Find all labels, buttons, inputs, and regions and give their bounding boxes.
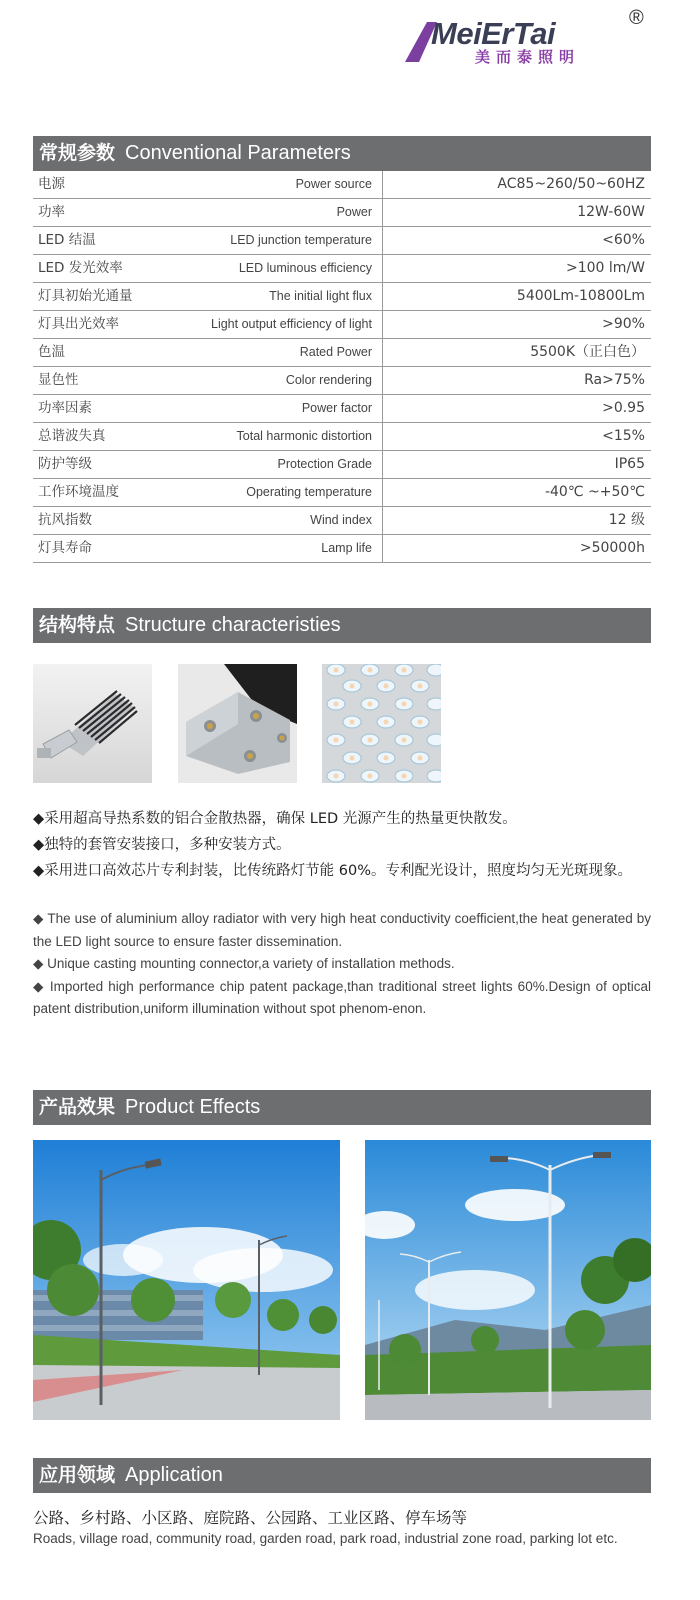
table-row xyxy=(33,535,651,563)
param-name-en: The initial light flux xyxy=(153,283,383,310)
table-row xyxy=(33,255,651,283)
table-row xyxy=(33,367,651,395)
double-arm-lights-photo xyxy=(365,1140,651,1420)
section-header-application xyxy=(33,1458,651,1493)
structure-list-cn xyxy=(33,806,653,884)
param-name-en: Power source xyxy=(153,171,383,198)
param-name-en: Protection Grade xyxy=(153,451,383,478)
param-value: -40℃ ~+50℃ xyxy=(544,484,645,500)
section-title-en: Conventional Parameters xyxy=(125,142,351,164)
param-name-cn: 抗风指数 xyxy=(38,512,92,528)
list-item: ◆采用超高导热系数的铝合金散热器，确保 LED 光源产生的热量更快散发。 xyxy=(33,811,517,827)
mounting-connector-image xyxy=(178,664,297,783)
param-value: Ra>75% xyxy=(584,372,645,388)
param-name-cn: 功率 xyxy=(38,204,65,220)
table-row xyxy=(33,283,651,311)
param-name-cn: 防护等级 xyxy=(38,456,92,472)
table-row xyxy=(33,171,651,199)
table-row xyxy=(33,423,651,451)
param-name-cn: 灯具寿命 xyxy=(38,540,92,556)
param-name-en: LED luminous efficiency xyxy=(153,255,383,282)
table-row xyxy=(33,311,651,339)
param-name-cn: 灯具出光效率 xyxy=(38,316,119,332)
table-row xyxy=(33,451,651,479)
param-value: 12W-60W xyxy=(577,204,645,220)
parameter-table xyxy=(33,171,651,563)
param-value: 5500K（正白色） xyxy=(530,344,645,360)
param-value: <60% xyxy=(602,232,645,248)
param-name-cn: 总谐波失真 xyxy=(38,428,106,444)
registered-mark: ® xyxy=(629,7,644,29)
param-name-cn: 电源 xyxy=(38,176,65,192)
section-header-params xyxy=(33,136,651,171)
section-title-cn: 结构特点 xyxy=(39,614,116,636)
application-text-cn: 公路、乡村路、小区路、庭院路、公园路、工业区路、停车场等 xyxy=(33,1509,468,1527)
section-title-en: Product Effects xyxy=(125,1096,261,1118)
section-title-en: Structure characteristies xyxy=(125,614,341,636)
param-name-cn: LED 发光效率 xyxy=(38,260,123,276)
param-name-en: Light output efficiency of light xyxy=(153,311,383,338)
param-name-en: Rated Power xyxy=(153,339,383,366)
led-array-image xyxy=(322,664,441,783)
brand-logo xyxy=(405,8,657,70)
list-item: ◆ Imported high performance chip patent package,than traditional street lights 60%.Design of optical patent distribution,uniform illumination without spot phenom-enon. xyxy=(33,978,651,1016)
param-value: IP65 xyxy=(614,456,645,472)
structure-list-en xyxy=(33,908,651,1021)
param-value: <15% xyxy=(602,428,645,444)
table-row xyxy=(33,395,651,423)
param-name-en: Power factor xyxy=(153,395,383,422)
table-row xyxy=(33,339,651,367)
param-name-en: LED junction temperature xyxy=(153,227,383,254)
table-row xyxy=(33,199,651,227)
list-item: ◆独特的套管安装接口，多种安装方式。 xyxy=(33,837,291,853)
list-item: ◆采用进口高效芯片专利封装，比传统路灯节能 60%。专利配光设计，照度均匀无光斑现象。 xyxy=(33,863,632,879)
section-title-cn: 常规参数 xyxy=(39,142,116,164)
lamp-body-image xyxy=(33,664,152,783)
param-name-en: Lamp life xyxy=(153,535,383,562)
param-name-cn: 工作环境温度 xyxy=(38,484,119,500)
param-name-cn: 灯具初始光通量 xyxy=(38,288,133,304)
section-title-cn: 产品效果 xyxy=(39,1096,116,1118)
param-name-en: Color rendering xyxy=(153,367,383,394)
logo-wordmark: MeiErTai xyxy=(431,16,556,51)
param-name-cn: 功率因素 xyxy=(38,400,92,416)
param-name-en: Operating temperature xyxy=(153,479,383,506)
param-value: 5400Lm-10800Lm xyxy=(516,288,645,304)
param-name-cn: 显色性 xyxy=(38,372,79,388)
table-row xyxy=(33,479,651,507)
section-header-effects xyxy=(33,1090,651,1125)
param-value: >90% xyxy=(602,316,645,332)
street-scene-photo xyxy=(33,1140,340,1420)
section-title-en: Application xyxy=(125,1464,223,1486)
param-name-cn: 色温 xyxy=(38,344,65,360)
logo-chinese-name: 美而泰照明 xyxy=(475,48,581,66)
param-value: >0.95 xyxy=(602,400,645,416)
list-item: ◆ Unique casting mounting connector,a variety of installation methods. xyxy=(33,956,455,971)
param-value: >50000h xyxy=(579,540,645,556)
param-name-cn: LED 结温 xyxy=(38,232,96,248)
param-value: AC85~260/50~60HZ xyxy=(497,176,645,192)
table-row xyxy=(33,227,651,255)
param-value: >100 lm/W xyxy=(566,260,645,276)
param-name-en: Total harmonic distortion xyxy=(153,423,383,450)
list-item: ◆ The use of aluminium alloy radiator with very high heat conductivity coefficient,the heat generated by the LED light source to ensure faster dissemination. xyxy=(33,911,651,949)
param-name-en: Power xyxy=(153,199,383,226)
param-name-en: Wind index xyxy=(153,507,383,534)
application-text-en: Roads, village road, community road, garden road, park road, industrial zone road, parking lot etc. xyxy=(33,1531,618,1546)
section-title-cn: 应用领域 xyxy=(39,1464,116,1486)
table-row xyxy=(33,507,651,535)
param-value: 12 级 xyxy=(608,512,645,528)
section-header-structure xyxy=(33,608,651,643)
